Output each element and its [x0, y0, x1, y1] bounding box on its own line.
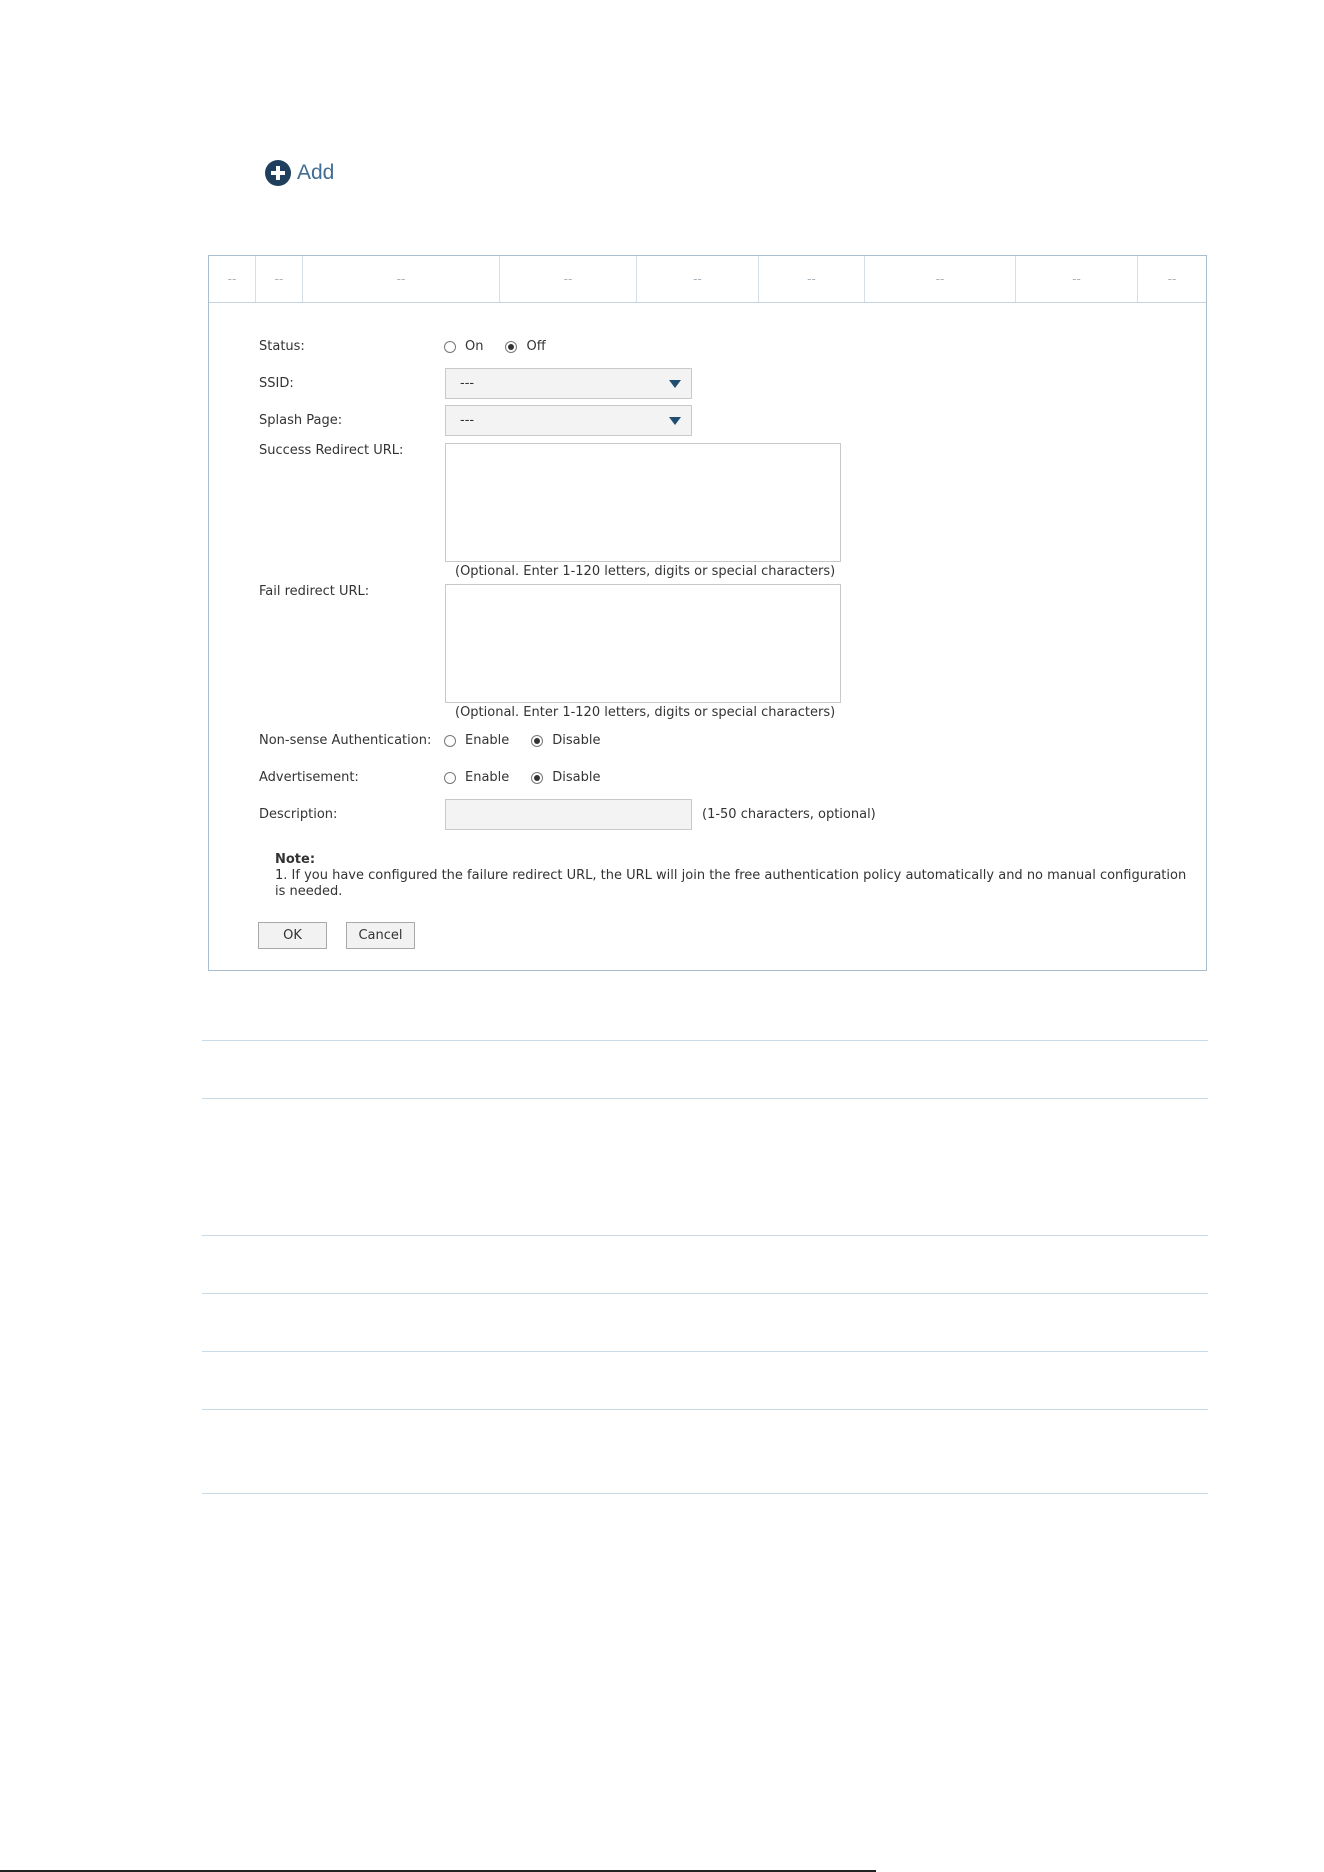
status-radio-group: [444, 339, 568, 354]
status-on-radio[interactable]: [444, 341, 456, 353]
table-header-cell: --: [209, 256, 256, 302]
table-header-row: [209, 256, 1206, 303]
fail-redirect-hint: (Optional. Enter 1-120 letters, digits or special characters): [455, 705, 836, 720]
add-button[interactable]: [265, 160, 334, 186]
caret-down-icon: [669, 417, 681, 425]
note-text: 1. If you have configured the failure redirect URL, the URL will join the free authentication policy automatically and no manual configuration is needed.: [275, 868, 1187, 899]
success-redirect-label: Success Redirect URL:: [259, 443, 404, 458]
non-sense-auth-label: Non-sense Authentication:: [259, 733, 432, 748]
divider: [202, 1098, 1208, 1099]
advertisement-disable-label: Disable: [552, 770, 601, 785]
advertisement-enable-radio[interactable]: [444, 772, 456, 784]
non-sense-auth-radio-group: [444, 733, 623, 748]
plus-circle-icon: [265, 160, 291, 186]
table-header-cell: --: [303, 256, 500, 302]
success-redirect-hint: (Optional. Enter 1-120 letters, digits or special characters): [455, 564, 836, 579]
divider: [202, 1493, 1208, 1494]
note-block: [275, 852, 1195, 900]
table-header-cell: --: [1167, 272, 1177, 286]
ssid-select[interactable]: [445, 368, 692, 399]
cancel-button[interactable]: Cancel: [346, 922, 415, 949]
non-sense-auth-enable-radio[interactable]: [444, 735, 456, 747]
splash-page-select[interactable]: [445, 405, 692, 436]
non-sense-auth-disable-label: Disable: [552, 733, 601, 748]
divider: [202, 1409, 1208, 1410]
divider: [202, 1351, 1208, 1352]
divider: [202, 1040, 1208, 1041]
advertisement-enable-label: Enable: [465, 770, 510, 785]
status-label: Status:: [259, 339, 305, 354]
advertisement-disable-radio[interactable]: [531, 772, 543, 784]
non-sense-auth-enable-label: Enable: [465, 733, 510, 748]
status-on-label: On: [465, 339, 484, 354]
table-header-cell: --: [865, 256, 1016, 302]
ok-button[interactable]: OK: [258, 922, 327, 949]
note-title: Note:: [275, 852, 316, 867]
table-header-cell: --: [759, 256, 865, 302]
description-label: Description:: [259, 807, 338, 822]
table-header-cell: --: [1016, 256, 1138, 302]
advertisement-radio-group: [444, 770, 623, 785]
advertisement-label: Advertisement:: [259, 770, 359, 785]
fail-redirect-label: Fail redirect URL:: [259, 584, 370, 599]
status-off-label: Off: [526, 339, 546, 354]
portal-edit-panel: [208, 255, 1207, 971]
divider: [202, 1235, 1208, 1236]
table-header-cell: --: [256, 256, 303, 302]
success-redirect-textarea[interactable]: [445, 443, 841, 562]
description-input[interactable]: [445, 799, 692, 830]
fail-redirect-textarea[interactable]: [445, 584, 841, 703]
splash-page-label: Splash Page:: [259, 413, 343, 428]
ssid-selected-value: ---: [460, 376, 475, 391]
add-label: Add: [297, 161, 335, 184]
table-header-cell: --: [637, 256, 759, 302]
splash-page-selected-value: ---: [460, 413, 475, 428]
divider: [202, 1293, 1208, 1294]
description-hint: (1-50 characters, optional): [702, 807, 876, 822]
ssid-label: SSID:: [259, 376, 294, 391]
non-sense-auth-disable-radio[interactable]: [531, 735, 543, 747]
caret-down-icon: [669, 380, 681, 388]
table-header-cell: --: [500, 256, 637, 302]
status-off-radio[interactable]: [505, 341, 517, 353]
